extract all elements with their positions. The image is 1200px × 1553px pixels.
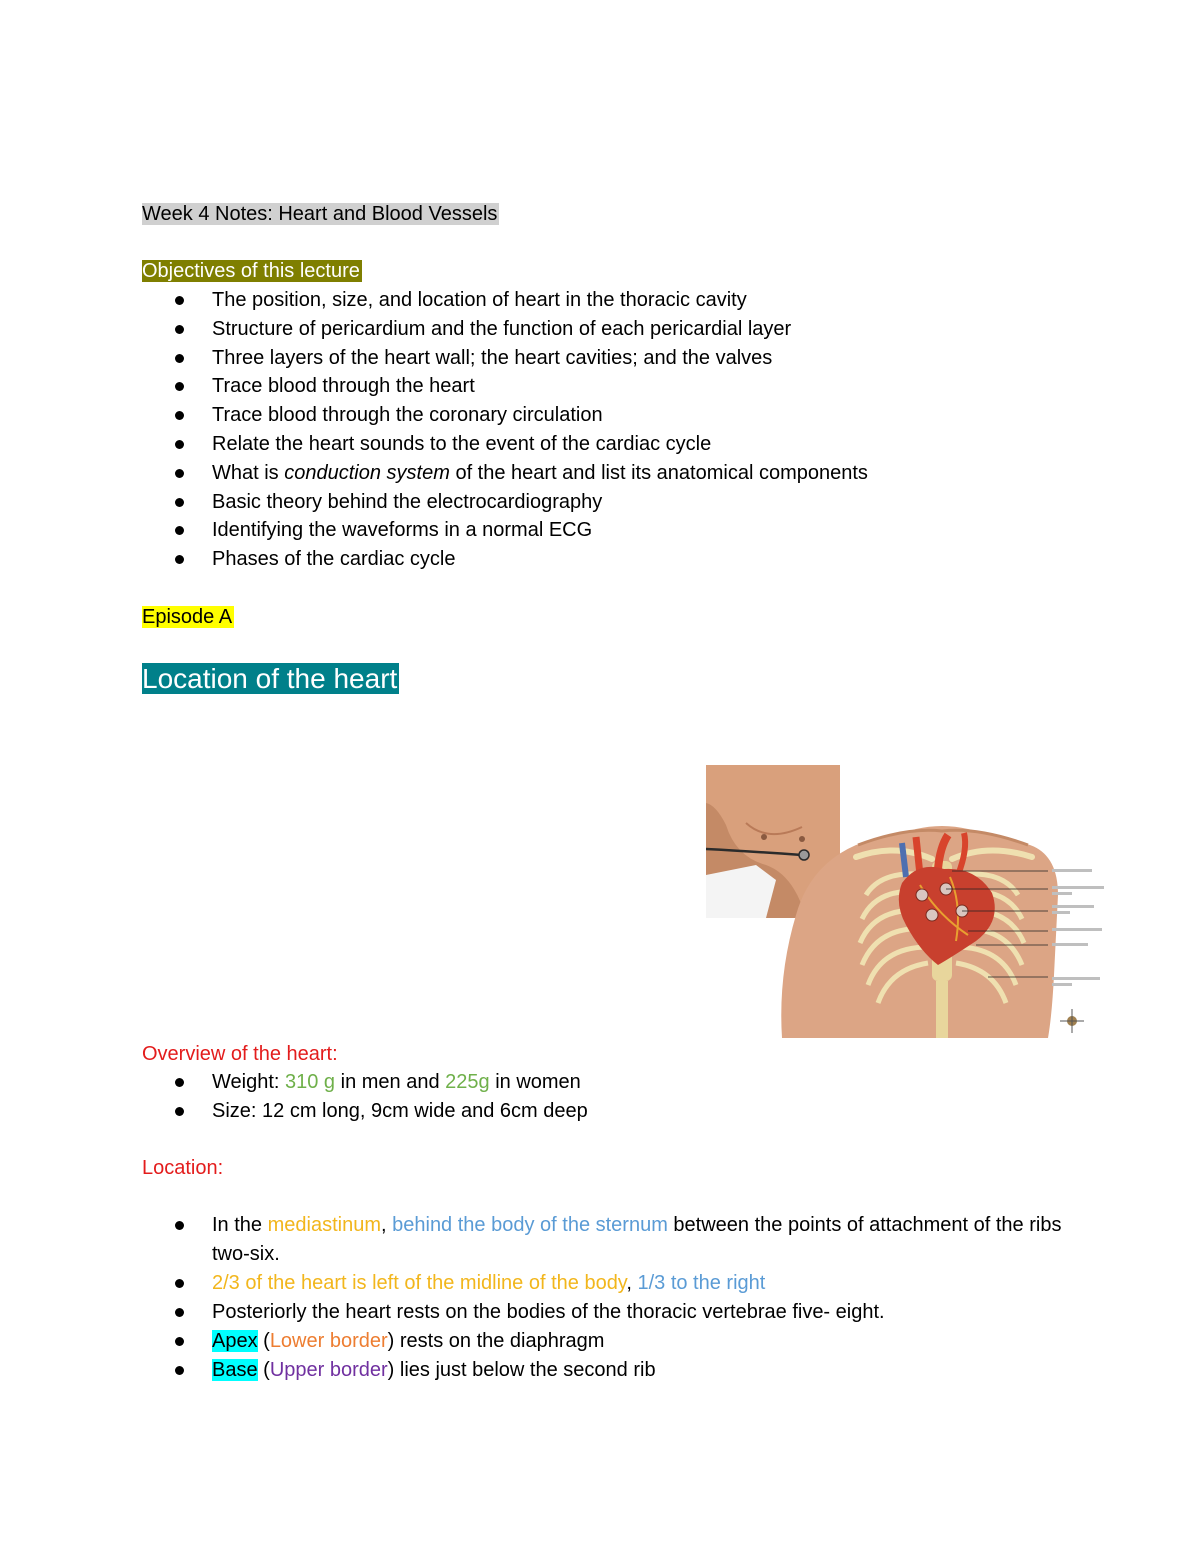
figure-label-marks	[1052, 869, 1104, 986]
list-item: Identifying the waveforms in a normal ECG	[142, 516, 868, 545]
document-title: Week 4 Notes: Heart and Blood Vessels	[142, 203, 498, 225]
list-item: Apex (Lower border) rests on the diaphragm	[142, 1327, 1092, 1356]
list-item: Posteriorly the heart rests on the bodies of the thoracic vertebrae five- eight.	[142, 1298, 1092, 1327]
list-item: Basic theory behind the electrocardiography	[142, 488, 868, 517]
list-item: Trace blood through the heart	[142, 372, 868, 401]
objectives-list	[142, 286, 868, 574]
list-item: 2/3 of the heart is left of the midline of the body, 1/3 to the right	[142, 1269, 1092, 1298]
list-item: Relate the heart sounds to the event of the cardiac cycle	[142, 430, 868, 459]
list-item: Structure of pericardium and the function of each pericardial layer	[142, 315, 868, 344]
location-list	[142, 1211, 1092, 1385]
list-item: Size: 12 cm long, 9cm wide and 6cm deep	[142, 1097, 588, 1126]
overview-heading: Overview of the heart:	[142, 1043, 338, 1065]
location-heading: Location:	[142, 1157, 224, 1179]
list-item: In the mediastinum, behind the body of the sternum between the points of attachment of the ribs two-six.	[142, 1211, 1092, 1269]
compass-icon	[1060, 1009, 1084, 1033]
list-item: The position, size, and location of heart in the thoracic cavity	[142, 286, 868, 315]
objectives-heading: Objectives of this lecture	[142, 260, 360, 282]
list-item: What is conduction system of the heart and list its anatomical components	[142, 459, 868, 488]
list-item: Trace blood through the coronary circulation	[142, 401, 868, 430]
chest-heart-anatomy-illustration	[706, 765, 1110, 1038]
list-item: Three layers of the heart wall; the heart cavities; and the valves	[142, 344, 868, 373]
section-heading: Location of the heart	[142, 663, 398, 694]
episode-label: Episode A	[142, 606, 233, 628]
list-item: Base (Upper border) lies just below the second rib	[142, 1356, 1092, 1385]
list-item: Weight: 310 g in men and 225g in women	[142, 1068, 588, 1097]
list-item: Phases of the cardiac cycle	[142, 545, 868, 574]
overview-list	[142, 1068, 588, 1126]
